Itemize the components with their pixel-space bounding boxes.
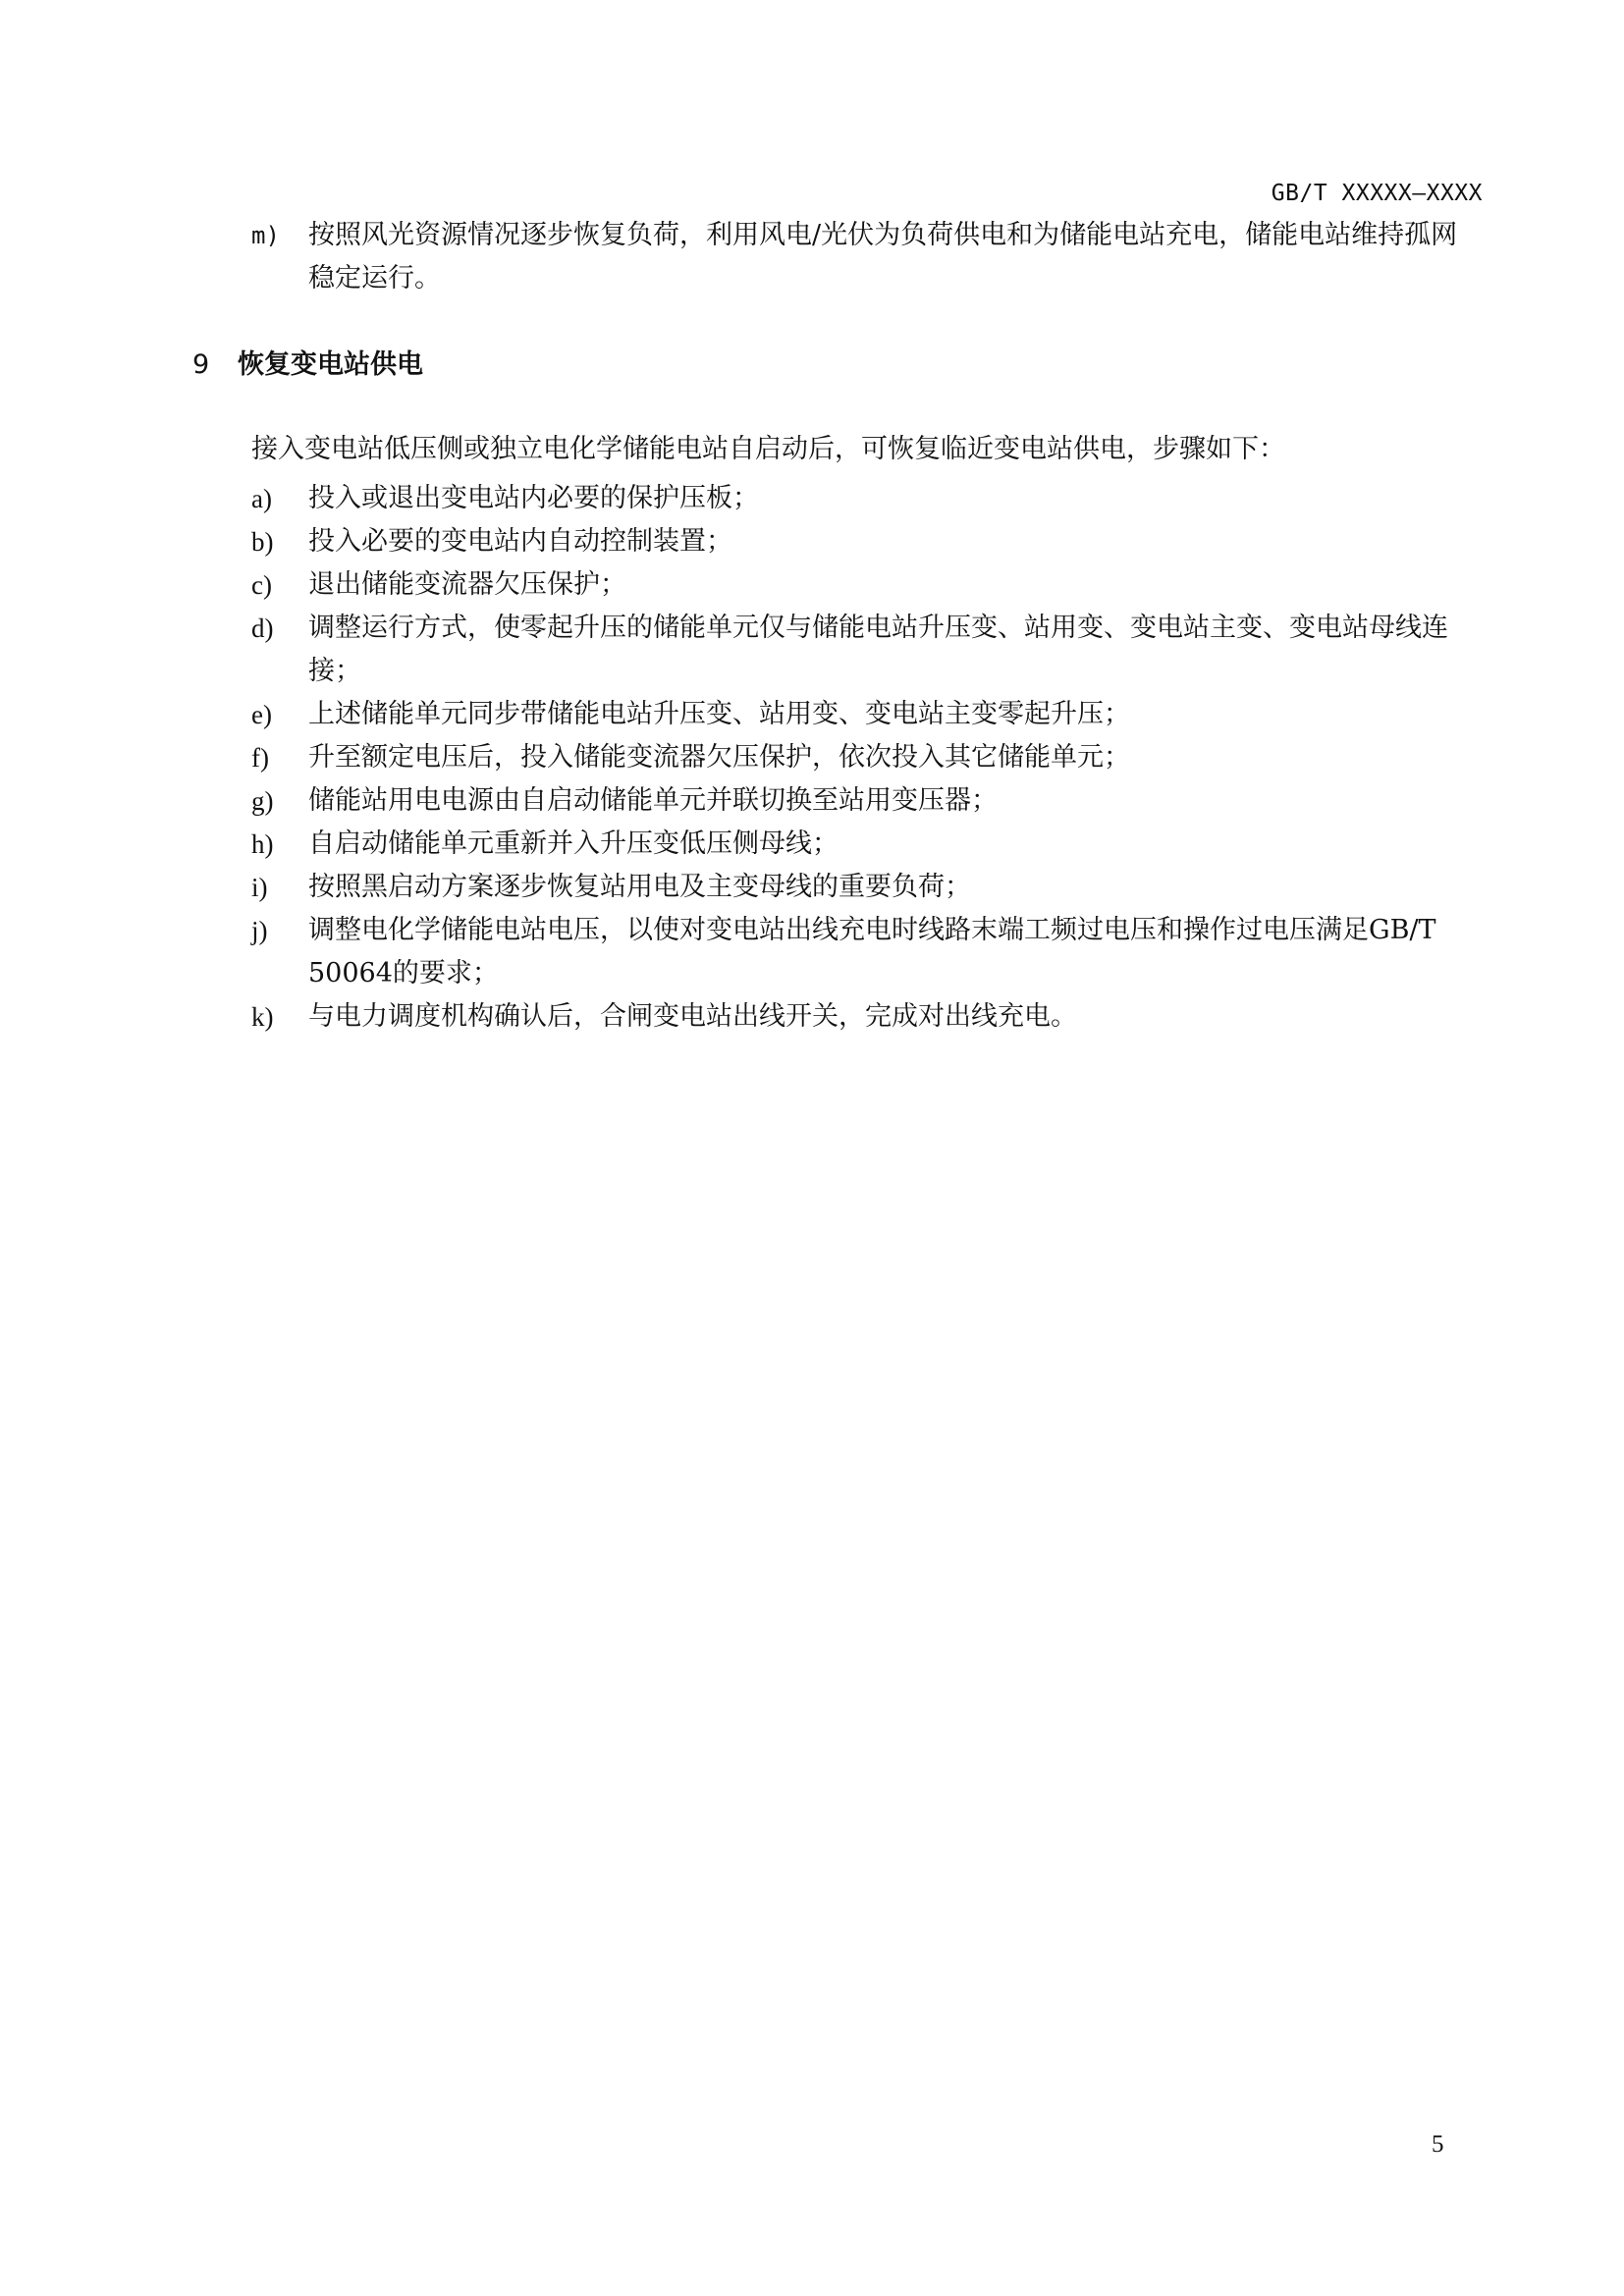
section-title: 恢复变电站供电 bbox=[238, 349, 423, 380]
list-item-g bbox=[251, 779, 1481, 823]
list-item-text: 储能站用电电源由自启动储能单元并联切换至站用变压器； bbox=[308, 785, 998, 816]
list-item-text: 退出储能变流器欠压保护； bbox=[308, 569, 626, 600]
list-item-f bbox=[251, 736, 1481, 779]
list-item-label: j) bbox=[251, 916, 268, 945]
list-item-d bbox=[251, 607, 1481, 693]
list-item-m bbox=[251, 214, 1481, 300]
list-item-label: c) bbox=[251, 570, 272, 600]
section-intro: 接入变电站低压侧或独立电化学储能电站自启动后，可恢复临近变电站供电，步骤如下： bbox=[251, 434, 1285, 464]
list-item-e bbox=[251, 693, 1481, 736]
list-item-label: b) bbox=[251, 527, 274, 557]
list-item-label: m) bbox=[251, 222, 280, 249]
list-item-label: k) bbox=[251, 1002, 274, 1032]
document-code: GB/T XXXXX—XXXX bbox=[1271, 181, 1483, 206]
list-item-label: a) bbox=[251, 484, 272, 513]
list-item-a bbox=[251, 477, 1481, 520]
list-item-text: 与电力调度机构确认后，合闸变电站出线开关，完成对出线充电。 bbox=[308, 1001, 1077, 1032]
section-heading bbox=[192, 344, 423, 387]
list-item-h bbox=[251, 823, 1481, 866]
list-item-text: 自启动储能单元重新并入升压变低压侧母线； bbox=[308, 828, 839, 859]
list-item-label: d) bbox=[251, 614, 274, 643]
list-item-label: g) bbox=[251, 786, 274, 816]
list-item-text: 上述储能单元同步带储能电站升压变、站用变、变电站主变零起升压； bbox=[308, 699, 1130, 729]
page-number: 5 bbox=[1432, 2131, 1444, 2158]
section-number: 9 bbox=[192, 349, 210, 380]
list-item-text: 调整运行方式，使零起升压的储能单元仅与储能电站升压变、站用变、变电站主变、变电站母线连接； bbox=[308, 613, 1448, 686]
list-item-text: 按照黑启动方案逐步恢复站用电及主变母线的重要负荷； bbox=[308, 872, 971, 902]
list-item-text: 升至额定电压后，投入储能变流器欠压保护，依次投入其它储能单元； bbox=[308, 742, 1130, 773]
list-item-label: f) bbox=[251, 743, 269, 773]
list-item-c bbox=[251, 563, 1481, 607]
list-item-j bbox=[251, 909, 1481, 995]
list-item-text: 按照风光资源情况逐步恢复负荷，利用风电/光伏为负荷供电和为储能电站充电，储能电站维持孤网稳定运行。 bbox=[308, 220, 1458, 294]
list-item-text: 投入必要的变电站内自动控制装置； bbox=[308, 526, 732, 557]
list-item-text: 投入或退出变电站内必要的保护压板； bbox=[308, 483, 759, 513]
list-item-label: e) bbox=[251, 700, 272, 729]
list-item-i bbox=[251, 866, 1481, 909]
list-item-k bbox=[251, 995, 1481, 1039]
list-item-label: h) bbox=[251, 829, 274, 859]
list-item-text: 调整电化学储能电站电压，以使对变电站出线充电时线路末端工频过电压和操作过电压满足GB/T 50064的要求； bbox=[308, 915, 1436, 988]
list-item-b bbox=[251, 520, 1481, 563]
list-item-label: i) bbox=[251, 873, 268, 902]
